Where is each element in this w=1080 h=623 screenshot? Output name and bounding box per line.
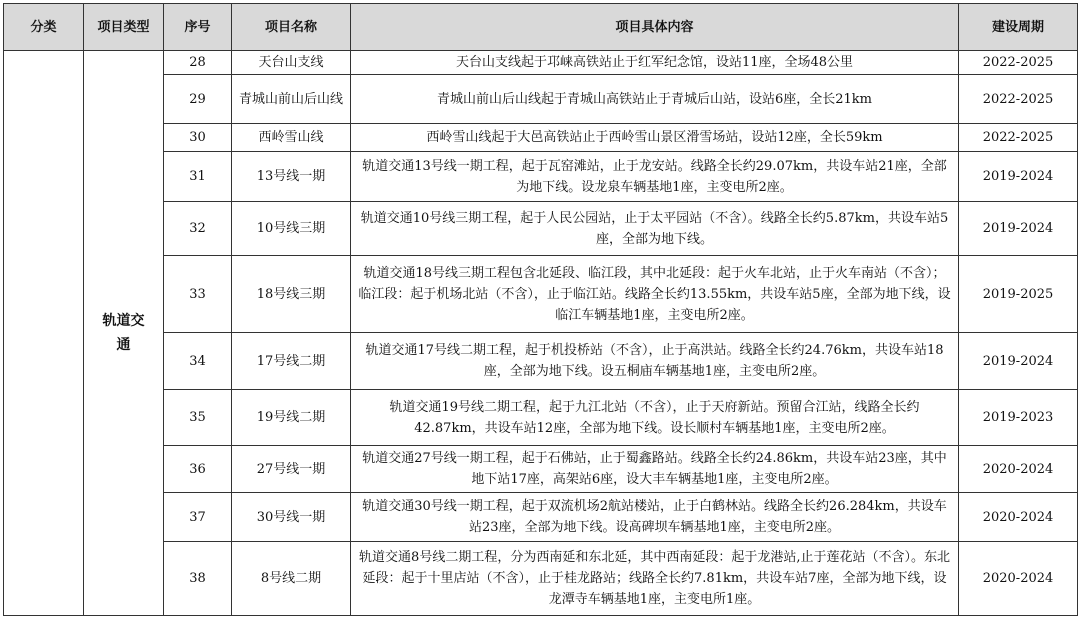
serial-no-cell: 35 — [164, 390, 232, 446]
project-content-cell: 轨道交通8号线二期工程，分为西南延和东北延，其中西南延段：起于龙港站,止于莲花站（不含）。东北延段：起于十里店站（不含），止于桂龙路站；线路全长约7.81km，共设车站7座，全部为地下线，设龙潭寺车辆基地1座，主变电所1座。 — [351, 542, 959, 616]
build-period-cell: 2020-2024 — [959, 493, 1078, 542]
project-name-cell: 27号线一期 — [232, 446, 351, 493]
table-row — [4, 75, 1078, 124]
serial-no-cell: 29 — [164, 75, 232, 124]
serial-no-cell: 32 — [164, 202, 232, 256]
build-period-cell: 2019-2023 — [959, 390, 1078, 446]
header-serial-no: 序号 — [164, 4, 232, 51]
project-type-label: 轨道交通 — [102, 313, 145, 353]
build-period-cell: 2022-2025 — [959, 51, 1078, 75]
table-row — [4, 256, 1078, 333]
build-period-cell: 2020-2024 — [959, 446, 1078, 493]
serial-no-cell: 36 — [164, 446, 232, 493]
serial-no-cell: 30 — [164, 124, 232, 152]
table-row — [4, 542, 1078, 616]
project-name-cell: 19号线二期 — [232, 390, 351, 446]
project-content-cell: 轨道交通13号线一期工程，起于瓦窑滩站，止于龙安站。线路全长约29.07km，共设车站21座，全部为地下线。设龙泉车辆基地1座，主变电所2座。 — [351, 152, 959, 202]
project-name-cell: 西岭雪山线 — [232, 124, 351, 152]
project-content-cell: 轨道交通27号线一期工程，起于石佛站，止于蜀鑫路站。线路全长约24.86km，共设车站23座，其中地下站17座，高架站6座，设大丰车辆基地1座，主变电所2座。 — [351, 446, 959, 493]
serial-no-cell: 31 — [164, 152, 232, 202]
header-project-name: 项目名称 — [232, 4, 351, 51]
table-header-row — [4, 4, 1078, 51]
header-project-content: 项目具体内容 — [351, 4, 959, 51]
project-content-cell: 轨道交通30号线一期工程，起于双流机场2航站楼站，止于白鹤林站。线路全长约26.284km，共设车站23座，全部为地下线。设高碑坝车辆基地1座，主变电所2座。 — [351, 493, 959, 542]
project-content-cell: 青城山前山后山线起于青城山高铁站止于青城后山站，设站6座，全长21km — [351, 75, 959, 124]
project-table — [3, 3, 1078, 616]
project-name-cell: 17号线二期 — [232, 333, 351, 390]
table-row — [4, 493, 1078, 542]
project-content-cell: 轨道交通10号线三期工程，起于人民公园站，止于太平园站（不含）。线路全长约5.87km，共设车站5座，全部为地下线。 — [351, 202, 959, 256]
project-table-container — [3, 3, 1077, 620]
project-name-cell: 天台山支线 — [232, 51, 351, 75]
project-name-cell: 30号线一期 — [232, 493, 351, 542]
table-row — [4, 152, 1078, 202]
project-name-cell: 青城山前山后山线 — [232, 75, 351, 124]
project-name-cell: 10号线三期 — [232, 202, 351, 256]
table-row — [4, 333, 1078, 390]
build-period-cell: 2022-2025 — [959, 75, 1078, 124]
serial-no-cell: 38 — [164, 542, 232, 616]
serial-no-cell: 33 — [164, 256, 232, 333]
project-name-cell: 18号线三期 — [232, 256, 351, 333]
project-content-cell: 天台山支线起于邛崃高铁站止于红军纪念馆，设站11座，全场48公里 — [351, 51, 959, 75]
serial-no-cell: 34 — [164, 333, 232, 390]
build-period-cell: 2022-2025 — [959, 124, 1078, 152]
header-project-type: 项目类型 — [84, 4, 164, 51]
serial-no-cell: 37 — [164, 493, 232, 542]
build-period-cell: 2019-2024 — [959, 202, 1078, 256]
table-row — [4, 202, 1078, 256]
build-period-cell: 2019-2024 — [959, 333, 1078, 390]
project-content-cell: 轨道交通17号线二期工程，起于机投桥站（不含），止于高洪站。线路全长约24.76km，共设车站18座，全部为地下线。设五桐庙车辆基地1座，主变电所2座。 — [351, 333, 959, 390]
table-row — [4, 446, 1078, 493]
header-category: 分类 — [4, 4, 84, 51]
project-name-cell: 8号线二期 — [232, 542, 351, 616]
project-type-cell — [84, 51, 164, 616]
project-name-cell: 13号线一期 — [232, 152, 351, 202]
build-period-cell: 2019-2025 — [959, 256, 1078, 333]
build-period-cell: 2020-2024 — [959, 542, 1078, 616]
header-build-period: 建设周期 — [959, 4, 1078, 51]
table-row — [4, 390, 1078, 446]
table-row — [4, 51, 1078, 75]
table-row — [4, 124, 1078, 152]
project-content-cell: 轨道交通18号线三期工程包含北延段、临江段，其中北延段：起于火车北站，止于火车南站（不含）；临江段：起于机场北站（不含），止于临江站。线路全长约13.55km，共设车站5座，全部为地下线，设临江车辆基地1座，主变电所2座。 — [351, 256, 959, 333]
category-cell — [4, 51, 84, 616]
project-content-cell: 轨道交通19号线二期工程，起于九江北站（不含），止于天府新站。预留合江站，线路全长约42.87km，共设车站12座，全部为地下线。设长顺村车辆基地1座，主变电所2座。 — [351, 390, 959, 446]
serial-no-cell: 28 — [164, 51, 232, 75]
build-period-cell: 2019-2024 — [959, 152, 1078, 202]
project-content-cell: 西岭雪山线起于大邑高铁站止于西岭雪山景区滑雪场站，设站12座，全长59km — [351, 124, 959, 152]
